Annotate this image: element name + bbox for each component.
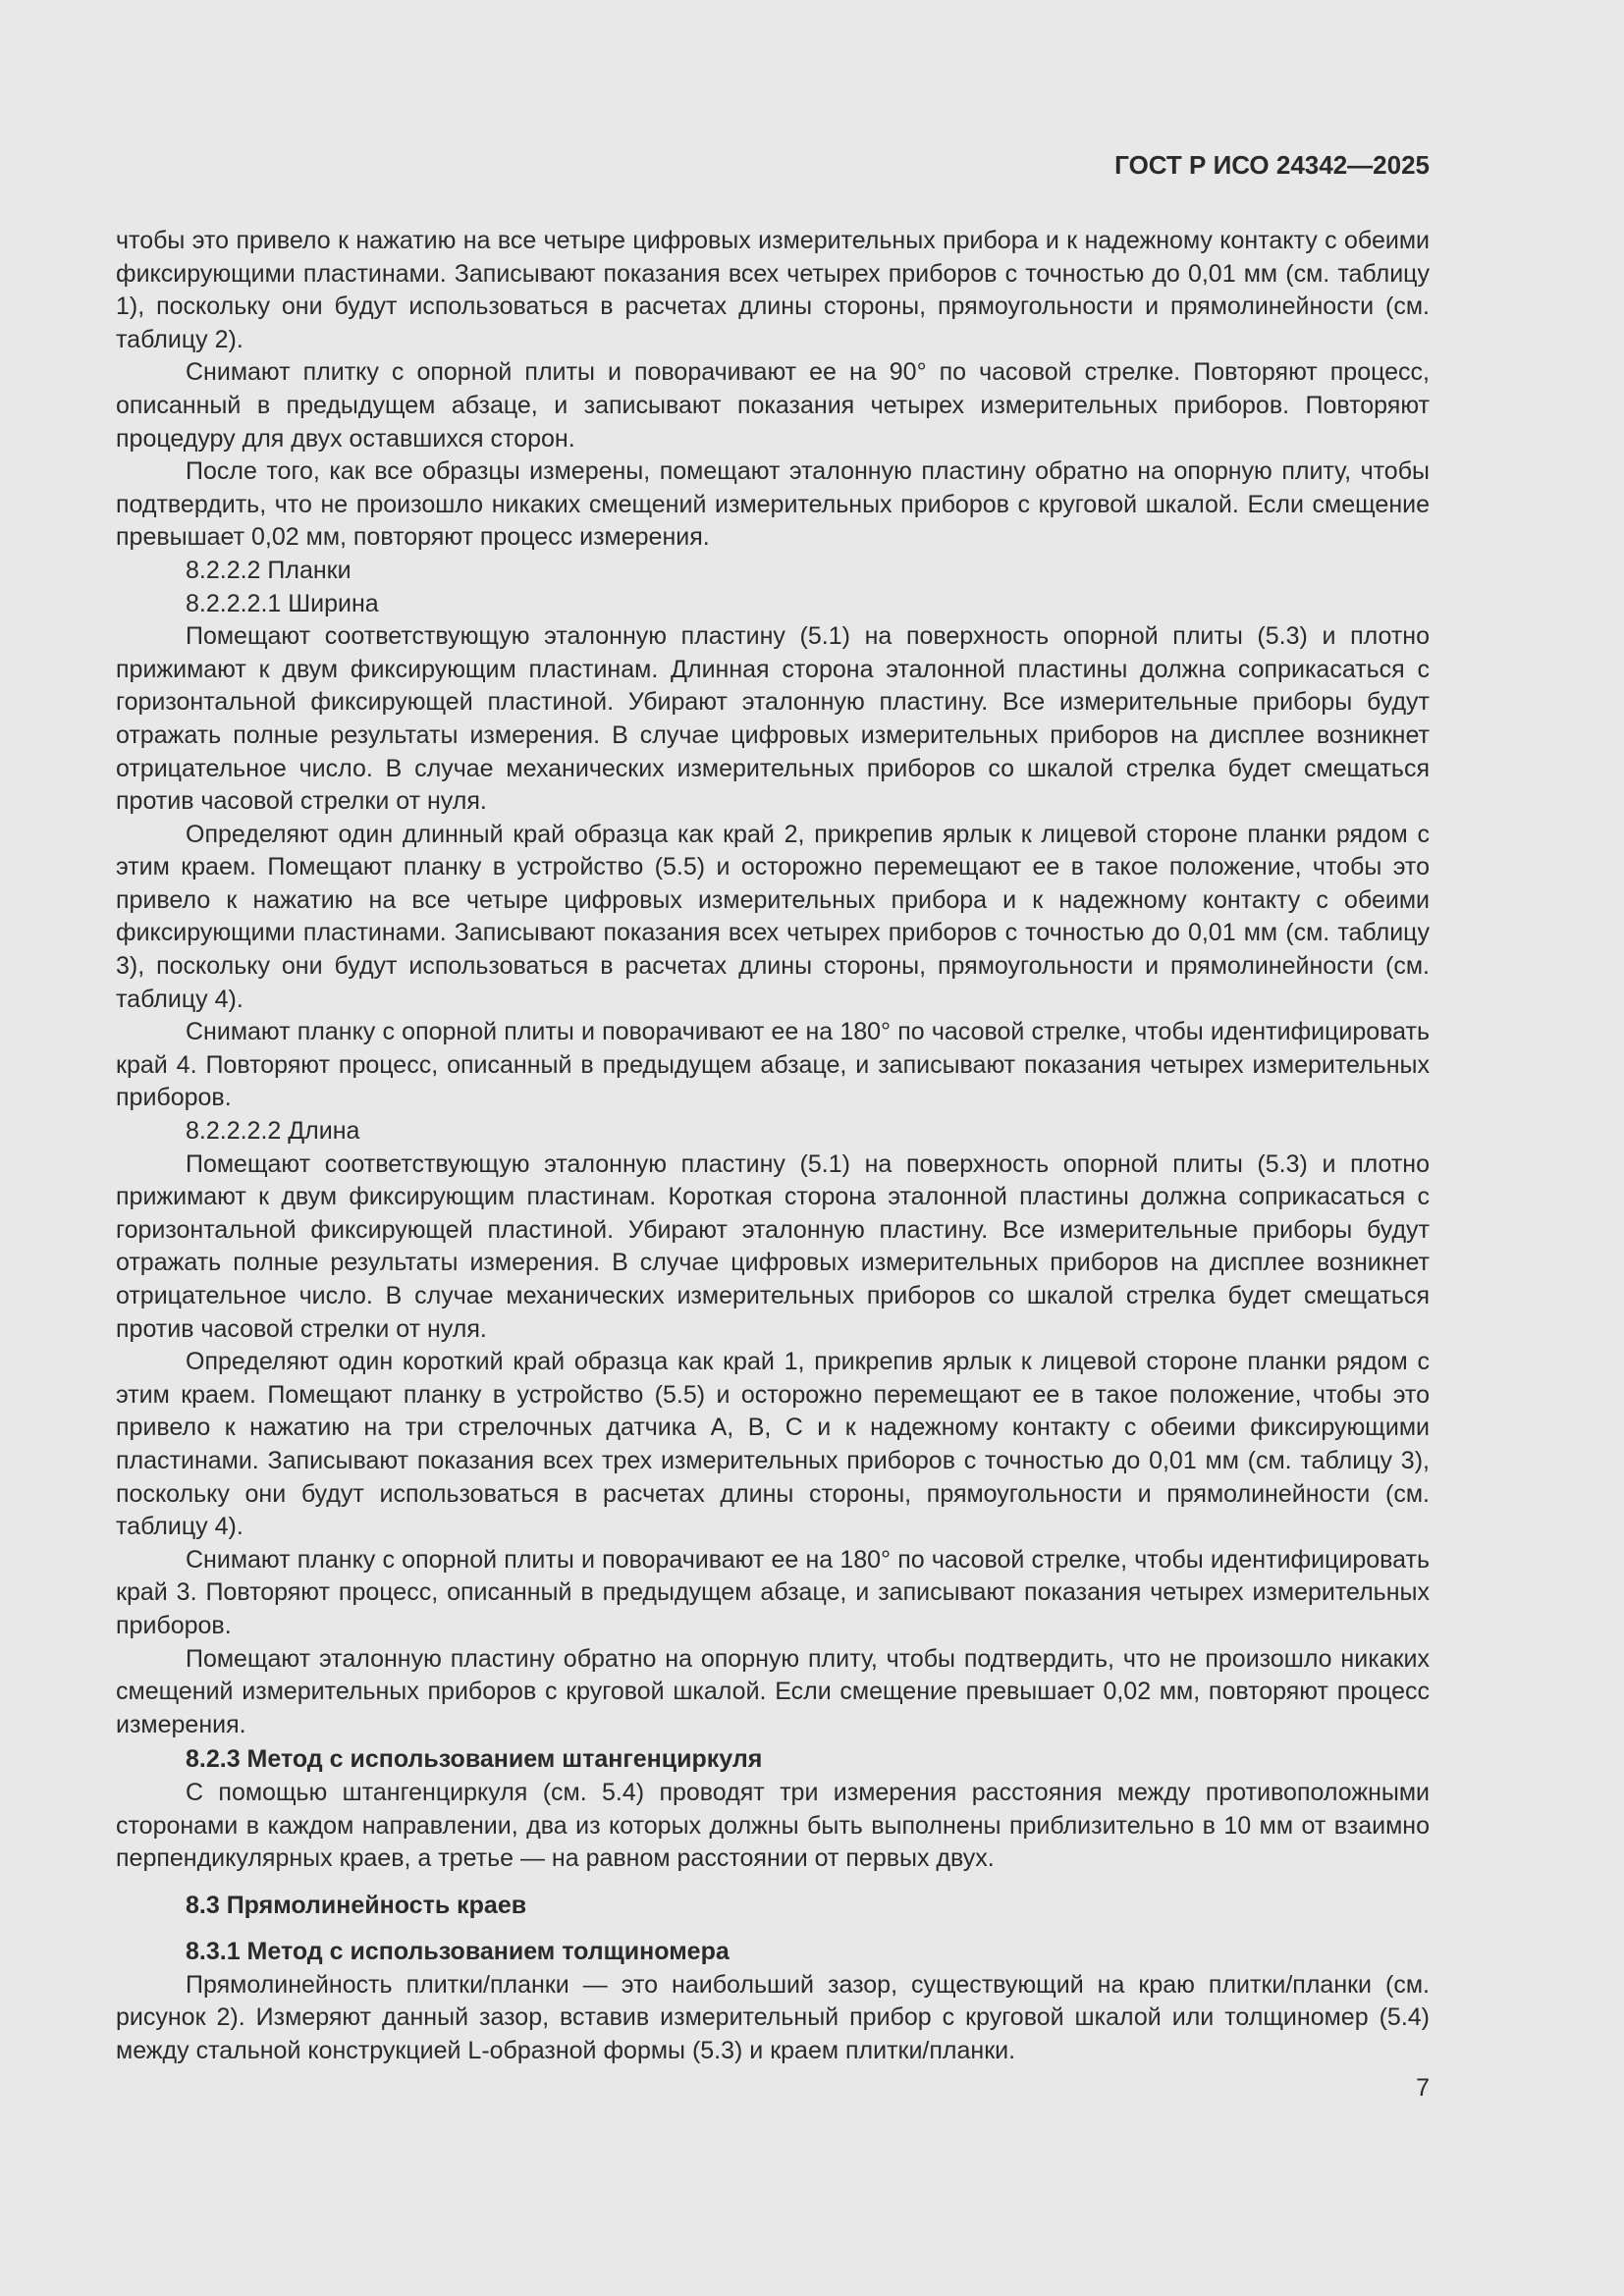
section-heading-8-3-1: 8.3.1 Метод с использованием толщиномера bbox=[186, 1938, 730, 1966]
paragraph: Снимают планку с опорной плиты и поворачивают ее на 180° по часовой стрелке, чтобы идентифицировать край 4. Повторяют процесс, описанный в предыдущем абзаце, и записывают показания четырех измерительных приборов. bbox=[116, 1018, 1430, 1112]
paragraph: Помещают соответствующую эталонную пластину (5.1) на поверхность опорной плиты (5.3) и плотно прижимают к двум фиксирующим пластинам. Длинная сторона эталонной пластины должна соприкасаться с горизонтальной фиксирующей пластиной. Убирают эталонную пластину. Все измерительные приборы будут отражать полные результаты измерения. В случае цифровых измерительных приборов на дисплее возникнет отрицательное число. В случае механических измерительных приборов со шкалой стрелка будет смещаться против часовой стрелки от нуля. bbox=[116, 622, 1430, 816]
document-header: ГОСТ Р ИСО 24342—2025 bbox=[1114, 150, 1430, 180]
section-heading-8-2-3: 8.2.3 Метод с использованием штангенциркуля bbox=[186, 1745, 763, 1774]
paragraph: С помощью штангенциркуля (см. 5.4) проводят три измерения расстояния между противоположными сторонами в каждом направлении, два из которых должны быть выполнены приблизительно в 10 мм от взаимно перпендикулярных краев, а третье — на равном расстоянии от первых двух. bbox=[116, 1778, 1430, 1873]
paragraph: Помещают эталонную пластину обратно на опорную плиту, чтобы подтвердить, что не произошло никаких смещений измерительных приборов с круговой шкалой. Если смещение превышает 0,02 мм, повторяют процесс измерения. bbox=[116, 1644, 1430, 1738]
section-heading-8-2-2-2: 8.2.2.2 Планки bbox=[186, 556, 352, 584]
paragraph: Помещают соответствующую эталонную пластину (5.1) на поверхность опорной плиты (5.3) и плотно прижимают к двум фиксирующим пластинам. Короткая сторона эталонной пластины должна соприкасаться с горизонтальной фиксирующей пластиной. Убирают эталонную пластину. Все измерительные приборы будут отражать полные результаты измерения. В случае цифровых измерительных приборов на дисплее возникнет отрицательное число. В случае механических измерительных приборов со шкалой стрелка будет смещаться против часовой стрелки от нуля. bbox=[116, 1149, 1430, 1343]
paragraph: Снимают плитку с опорной плиты и поворачивают ее на 90° по часовой стрелке. Повторяют процесс, описанный в предыдущем абзаце, и записывают показания четырех измерительных приборов. Повторяют процедуру для двух оставшихся сторон. bbox=[116, 358, 1430, 453]
section-heading-8-3: 8.3 Прямолинейность краев bbox=[186, 1891, 527, 1919]
section-heading-8-2-2-2-2: 8.2.2.2.2 Длина bbox=[186, 1117, 360, 1146]
section-heading-8-2-2-2-1: 8.2.2.2.1 Ширина bbox=[186, 589, 379, 617]
document-body bbox=[116, 225, 1430, 2068]
paragraph: После того, как все образцы измерены, помещают эталонную пластину обратно на опорную плиту, чтобы подтвердить, что не произошло никаких смещений измерительных приборов с круговой шкалой. Если смещение превышает 0,02 мм, повторяют процесс измерения. bbox=[116, 457, 1430, 552]
paragraph: Прямолинейность плитки/планки — это наибольший зазор, существующий на краю плитки/планки (см. рисунок 2). Измеряют данный зазор, вставив измерительный прибор с круговой шкалой или толщиномер (5.4) между стальной конструкцией L-образной формы (5.3) и краем плитки/планки. bbox=[116, 1970, 1430, 2065]
paragraph: Определяют один короткий край образца как край 1, прикрепив ярлык к лицевой стороне планки рядом с этим краем. Помещают планку в устройство (5.5) и осторожно перемещают ее в такое положение, чтобы это привело к нажатию на три стрелочных датчика A, B, C и к надежному контакту с обеими фиксирующими пластинами. Записывают показания всех трех измерительных приборов с точностью до 0,01 мм (см. таблицу 3), поскольку они будут использоваться в расчетах длины стороны, прямоугольности и прямолинейности (см. таблицу 4). bbox=[116, 1348, 1430, 1541]
paragraph: Снимают планку с опорной плиты и поворачивают ее на 180° по часовой стрелке, чтобы идентифицировать край 3. Повторяют процесс, описанный в предыдущем абзаце, и записывают показания четырех измерительных приборов. bbox=[116, 1545, 1430, 1639]
page-number: 7 bbox=[1416, 2074, 1430, 2102]
paragraph: Определяют один длинный край образца как край 2, прикрепив ярлык к лицевой стороне планки рядом с этим краем. Помещают планку в устройство (5.5) и осторожно перемещают ее в такое положение, чтобы это привело к нажатию на все четыре цифровых измерительных прибора и к надежному контакту с обеими фиксирующими пластинами. Записывают показания всех четырех приборов с точностью до 0,01 мм (см. таблицу 3), поскольку они будут использоваться в расчетах длины стороны, прямоугольности и прямолинейности (см. таблицу 4). bbox=[116, 820, 1430, 1013]
paragraph-continuation: чтобы это привело к нажатию на все четыре цифровых измерительных прибора и к надежному контакту с обеими фиксирующими пластинами. Записывают показания всех четырех приборов с точностью до 0,01 мм (см. таблицу 1), поскольку они будут использоваться в расчетах длины стороны, прямоугольности и прямолинейности (см. таблицу 2). bbox=[116, 227, 1430, 353]
